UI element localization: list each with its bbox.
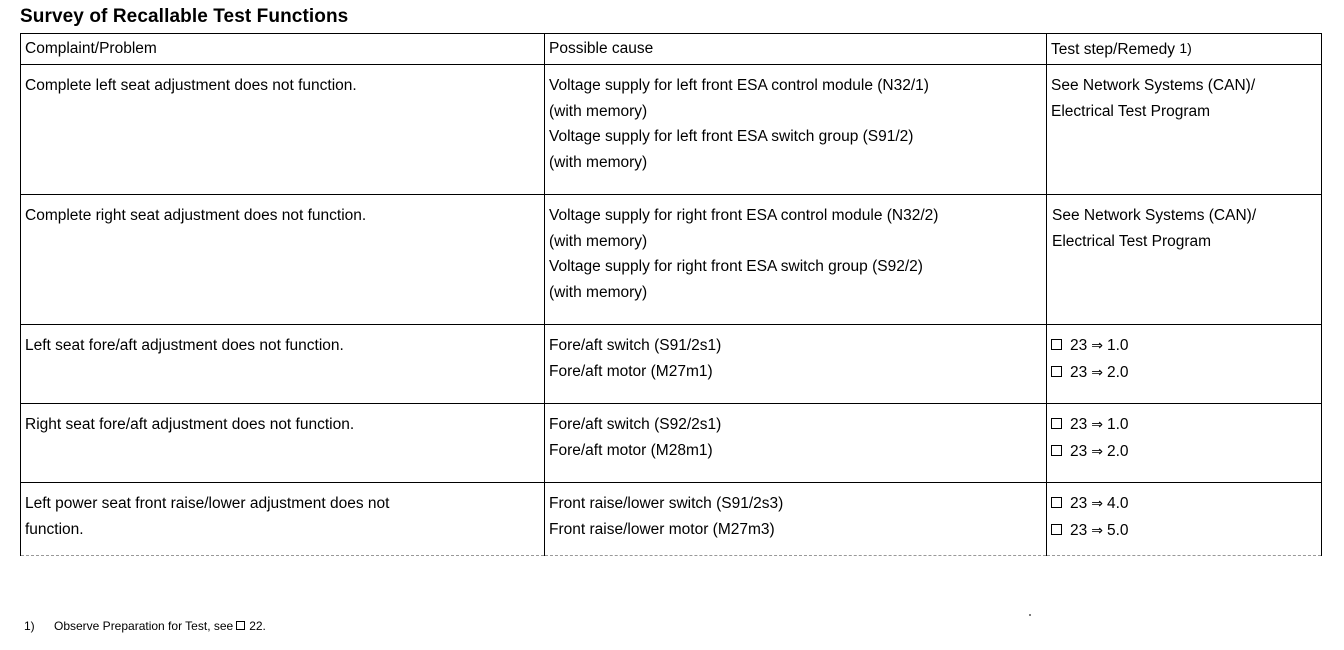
remedy-cell xyxy=(1047,195,1322,325)
header-remedy-label: Test step/Remedy xyxy=(1051,41,1176,58)
ref-page: 23 xyxy=(1070,337,1088,354)
remedy-cell xyxy=(1047,325,1322,404)
complaint-cell xyxy=(21,65,545,195)
complaint-text: Left seat fore/aft adjustment does not function. xyxy=(25,337,344,354)
complaint-text: Complete right seat adjustment does not function. xyxy=(25,207,367,224)
arrow-right-icon: ⇒ xyxy=(1091,364,1103,381)
test-step-reference[interactable] xyxy=(1051,412,1317,439)
cause-text: (with memory) xyxy=(549,232,648,250)
ref-page: 23 xyxy=(1070,521,1088,539)
complaint-text: function. xyxy=(25,520,84,538)
cause-text: Voltage supply for left front ESA switch group (S91/2) xyxy=(549,128,914,145)
square-box-icon xyxy=(1051,445,1062,456)
cause-text: Voltage supply for left front ESA control module (N32/1) xyxy=(549,77,929,94)
footnote-page-link[interactable]: 22. xyxy=(249,619,266,633)
arrow-right-icon: ⇒ xyxy=(1091,338,1103,354)
arrow-right-icon: ⇒ xyxy=(1091,496,1103,512)
complaint-cell xyxy=(21,195,545,325)
square-box-icon xyxy=(1051,339,1062,350)
page-title: Survey of Recallable Test Functions xyxy=(20,6,349,27)
scan-speck xyxy=(1029,614,1031,616)
table-row xyxy=(21,65,1322,195)
ref-page: 23 xyxy=(1070,416,1088,433)
footnote xyxy=(24,619,266,633)
remedy-text: Electrical Test Program xyxy=(1052,232,1212,250)
square-box-icon xyxy=(1051,366,1062,377)
complaint-cell xyxy=(21,325,545,404)
remedy-cell xyxy=(1047,483,1322,556)
complaint-cell xyxy=(21,483,545,556)
ref-page: 23 xyxy=(1070,495,1088,512)
remedy-text: Electrical Test Program xyxy=(1051,102,1211,120)
test-step-reference[interactable] xyxy=(1051,518,1317,545)
square-box-icon xyxy=(1051,418,1062,429)
ref-step: 1.0 xyxy=(1106,337,1129,354)
cause-text: (with memory) xyxy=(549,283,648,301)
remedy-text: See Network Systems (CAN)/ xyxy=(1051,77,1256,94)
cause-cell xyxy=(545,404,1047,483)
header-footnote-mark: 1) xyxy=(1179,40,1192,56)
ref-step: 2.0 xyxy=(1106,363,1129,381)
cause-text: Fore/aft switch (S92/2s1) xyxy=(549,416,722,433)
ref-step: 2.0 xyxy=(1106,442,1129,460)
remedy-cell xyxy=(1047,65,1322,195)
complaint-text: Left power seat front raise/lower adjustment does not xyxy=(25,495,390,512)
test-step-reference[interactable] xyxy=(1051,491,1317,518)
test-step-reference[interactable] xyxy=(1051,439,1317,466)
ref-step: 1.0 xyxy=(1106,416,1129,433)
cause-text: Fore/aft switch (S91/2s1) xyxy=(549,337,722,354)
cause-text: Voltage supply for right front ESA switch group (S92/2) xyxy=(549,258,923,275)
square-box-icon xyxy=(1051,524,1062,535)
complaint-text: Complete left seat adjustment does not function. xyxy=(25,77,357,94)
test-step-reference[interactable] xyxy=(1051,333,1317,360)
cause-text: Front raise/lower motor (M27m3) xyxy=(549,520,775,538)
remedy-text: See Network Systems (CAN)/ xyxy=(1052,207,1257,224)
ref-page: 23 xyxy=(1070,363,1088,381)
cause-text: Front raise/lower switch (S91/2s3) xyxy=(549,495,784,512)
table-header-row xyxy=(21,34,1322,65)
cause-cell xyxy=(545,195,1047,325)
ref-page: 23 xyxy=(1070,442,1088,460)
test-step-reference[interactable] xyxy=(1051,360,1317,387)
arrow-right-icon: ⇒ xyxy=(1091,417,1103,433)
square-box-icon xyxy=(236,621,245,630)
cause-cell xyxy=(545,483,1047,556)
cause-text: Voltage supply for right front ESA control module (N32/2) xyxy=(549,207,939,224)
table-row xyxy=(21,404,1322,483)
ref-step: 5.0 xyxy=(1106,521,1129,539)
complaint-cell xyxy=(21,404,545,483)
table-row xyxy=(21,325,1322,404)
arrow-right-icon: ⇒ xyxy=(1091,443,1103,460)
cause-text: (with memory) xyxy=(549,153,648,171)
cause-cell xyxy=(545,65,1047,195)
test-functions-table xyxy=(20,33,1322,556)
header-remedy xyxy=(1047,34,1322,65)
remedy-cell xyxy=(1047,404,1322,483)
cause-cell xyxy=(545,325,1047,404)
complaint-text: Right seat fore/aft adjustment does not function. xyxy=(25,416,355,433)
square-box-icon xyxy=(1051,497,1062,508)
ref-step: 4.0 xyxy=(1106,495,1129,512)
table-row xyxy=(21,483,1322,556)
cause-text: Fore/aft motor (M28m1) xyxy=(549,441,713,459)
header-cause: Possible cause xyxy=(545,34,1047,65)
cause-text: (with memory) xyxy=(549,102,648,120)
header-complaint: Complaint/Problem xyxy=(21,34,545,65)
footnote-mark: 1) xyxy=(24,619,35,633)
footnote-text: Observe Preparation for Test, see xyxy=(54,619,234,633)
cause-text: Fore/aft motor (M27m1) xyxy=(549,362,713,380)
table-row xyxy=(21,195,1322,325)
arrow-right-icon: ⇒ xyxy=(1091,522,1103,539)
